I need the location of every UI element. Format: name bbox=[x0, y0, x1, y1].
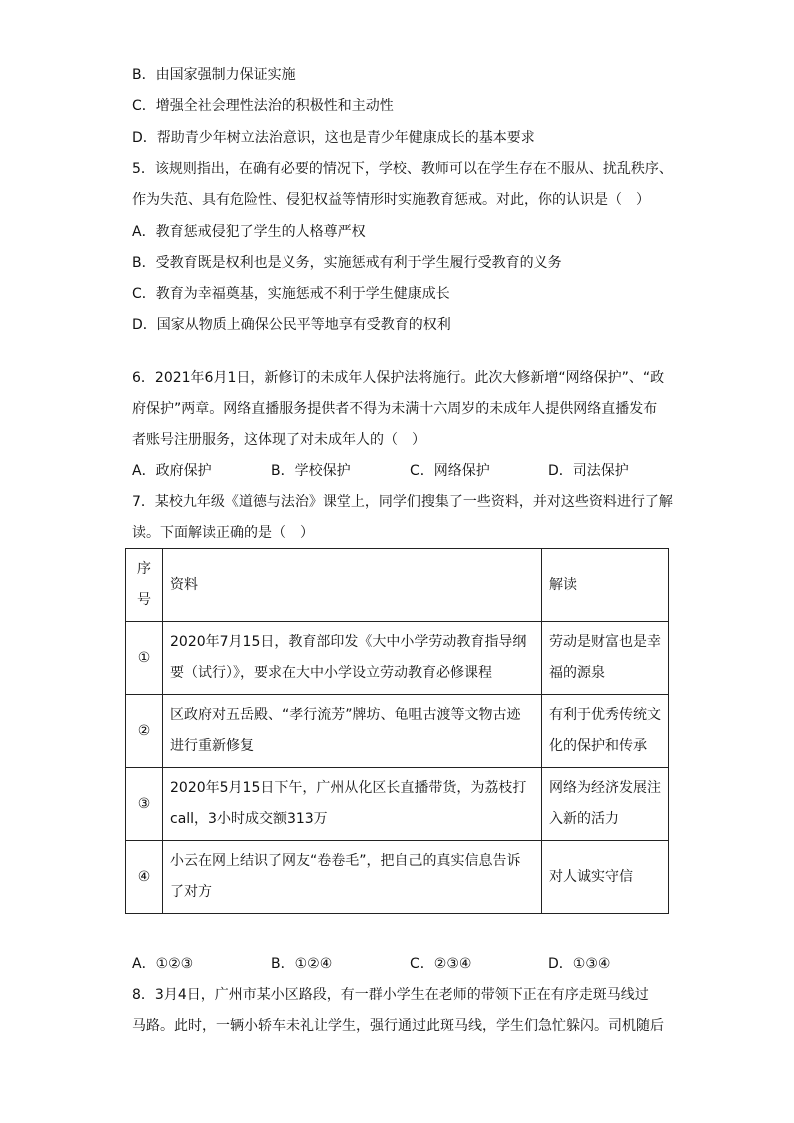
q6-stem-line-2: 府保护”两章。网络直播服务提供者不得为未满十六周岁的未成年人提供网络直播发布 bbox=[132, 401, 658, 417]
row-interpretation bbox=[542, 622, 669, 695]
table-row bbox=[126, 841, 669, 914]
header-number-line-1: 序 bbox=[137, 561, 151, 577]
q7-option-d: D．①③④ bbox=[548, 956, 611, 972]
row-interpretation bbox=[542, 695, 669, 768]
row-material bbox=[163, 768, 542, 841]
q5-option-b: B．受教育既是权利也是义务，实施惩戒有利于学生履行受教育的义务 bbox=[132, 255, 562, 271]
q7-option-b: B．①②④ bbox=[271, 956, 333, 972]
row-number: ③ bbox=[126, 768, 163, 841]
q7-stem-line-2: 读。下面解读正确的是（ ） bbox=[132, 525, 314, 541]
row-material bbox=[163, 622, 542, 695]
row-interpretation bbox=[542, 768, 669, 841]
q6-option-d: D．司法保护 bbox=[548, 463, 629, 479]
q8-stem-line-1: 8．3月4日，广州市某小区路段，有一群小学生在老师的带领下正在有序走斑马线过 bbox=[132, 987, 649, 1003]
header-material-cell: 资料 bbox=[163, 549, 542, 622]
row-material bbox=[163, 695, 542, 768]
row-interpretation-line-2: 福的源泉 bbox=[549, 665, 605, 681]
q4-option-c: C．增强全社会理性法治的积极性和主动性 bbox=[132, 98, 394, 114]
table-row bbox=[126, 695, 669, 768]
q7-option-a: A．①②③ bbox=[132, 956, 194, 972]
q5-option-d: D．国家从物质上确保公民平等地享有受教育的权利 bbox=[132, 317, 451, 333]
row-material-line-2: call，3小时成交额313万 bbox=[170, 811, 328, 827]
row-material-line-1: 区政府对五岳殿、“孝行流芳”牌坊、龟咀古渡等文物古迹 bbox=[170, 707, 521, 723]
row-number: ④ bbox=[126, 841, 163, 914]
row-material-line-1: 2020年7月15日，教育部印发《大中小学劳动教育指导纲 bbox=[170, 634, 527, 650]
row-interpretation-line-1: 有利于优秀传统文 bbox=[549, 707, 661, 723]
header-number-cell bbox=[126, 549, 163, 622]
q5-option-a: A．教育惩戒侵犯了学生的人格尊严权 bbox=[132, 224, 366, 240]
row-interpretation-line-1: 对人诚实守信 bbox=[549, 868, 633, 885]
row-interpretation-line-2: 入新的活力 bbox=[549, 811, 619, 827]
row-interpretation-line-2: 化的保护和传承 bbox=[549, 738, 647, 754]
row-material-line-1: 小云在网上结识了网友“卷卷毛”，把自己的真实信息告诉 bbox=[170, 853, 521, 869]
q8-stem-line-2: 马路。此时，一辆小轿车未礼让学生，强行通过此斑马线，学生们急忙躲闪。司机随后 bbox=[132, 1018, 664, 1034]
q5-stem-line-1: 5．该规则指出，在确有必要的情况下，学校、教师可以在学生存在不服从、扰乱秩序、 bbox=[132, 161, 673, 177]
q6-stem-line-3: 者账号注册服务，这体现了对未成年人的（ ） bbox=[132, 432, 426, 448]
row-interpretation-line-1: 劳动是财富也是幸 bbox=[549, 634, 661, 650]
row-interpretation bbox=[542, 841, 669, 914]
q6-option-c: C．网络保护 bbox=[410, 463, 490, 479]
header-number-line-2: 号 bbox=[137, 592, 151, 608]
q7-options bbox=[132, 953, 672, 975]
q4-option-d: D．帮助青少年树立法治意识，这也是青少年健康成长的基本要求 bbox=[132, 130, 535, 146]
q6-options bbox=[132, 460, 672, 482]
row-material-line-2: 了对方 bbox=[170, 884, 212, 900]
q4-option-b: B．由国家强制力保证实施 bbox=[132, 67, 296, 83]
q6-option-a: A．政府保护 bbox=[132, 463, 212, 479]
row-number: ① bbox=[126, 622, 163, 695]
q7-table bbox=[125, 548, 669, 914]
row-material bbox=[163, 841, 542, 914]
row-number: ② bbox=[126, 695, 163, 768]
q6-option-b: B．学校保护 bbox=[271, 463, 351, 479]
table-row bbox=[126, 768, 669, 841]
header-interpretation-cell: 解读 bbox=[542, 549, 669, 622]
q6-stem-line-1: 6．2021年6月1日，新修订的未成年人保护法将施行。此次大修新增“网络保护”、“政 bbox=[132, 370, 665, 386]
table-header-row bbox=[126, 549, 669, 622]
table-row bbox=[126, 622, 669, 695]
row-material-line-2: 要（试行）》，要求在大中小学设立劳动教育必修课程 bbox=[170, 665, 492, 681]
q5-stem-line-2: 作为失范、具有危险性、侵犯权益等情形时实施教育惩戒。对此，你的认识是（ ） bbox=[132, 192, 650, 208]
row-material-line-2: 进行重新修复 bbox=[170, 738, 254, 754]
row-material-line-1: 2020年5月15日下午，广州从化区长直播带货，为荔枝打 bbox=[170, 780, 527, 796]
q7-stem-line-1: 7．某校九年级《道德与法治》课堂上，同学们搜集了一些资料，并对这些资料进行了解 bbox=[132, 494, 673, 510]
q5-option-c: C．教育为幸福奠基，实施惩戒不利于学生健康成长 bbox=[132, 286, 450, 302]
q7-option-c: C．②③④ bbox=[410, 956, 472, 972]
row-interpretation-line-1: 网络为经济发展注 bbox=[549, 780, 661, 796]
